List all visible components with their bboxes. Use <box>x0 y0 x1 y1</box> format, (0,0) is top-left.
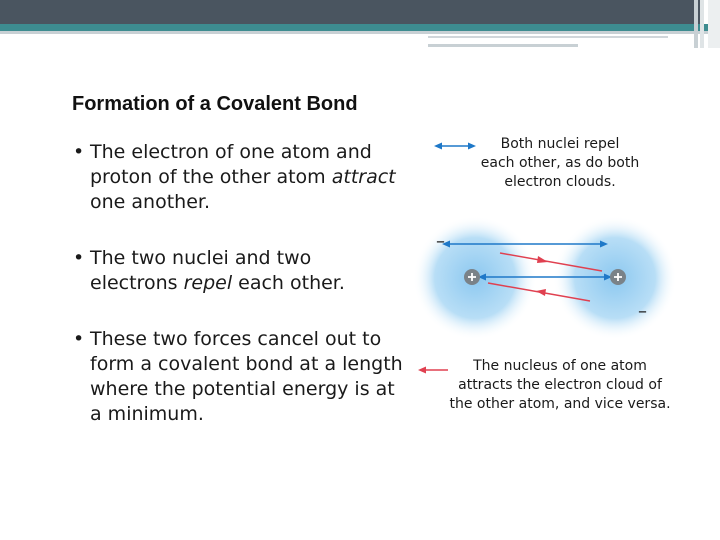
nucleus-right <box>610 269 626 285</box>
bullet-item: • These two forces cancel out to form a covalent bond at a length where the potential energy is at a minimum. <box>73 328 403 425</box>
slide-title: Formation of a Covalent Bond <box>72 93 358 115</box>
bullet-item: • The two nuclei and two electrons repel each other. <box>73 247 345 294</box>
covalent-bond-diagram <box>400 125 720 445</box>
bullet-item: • The electron of one atom and proton of the other atom attract one another. <box>73 141 396 213</box>
bullet-marker: • <box>73 247 85 269</box>
bullet-marker: • <box>73 328 85 350</box>
bullet-marker: • <box>73 141 85 163</box>
electron-sign-left: – <box>436 231 445 252</box>
electron-sign-right: – <box>638 301 647 322</box>
bullet-list <box>73 140 403 458</box>
title-bar-decoration <box>0 0 720 48</box>
attract-caption: The nucleus of one atom attracts the electron cloud of the other atom, and vice versa. <box>449 358 671 412</box>
nucleus-left <box>464 269 480 285</box>
repel-caption: Both nuclei repel each other, as do both electron clouds. <box>480 136 640 190</box>
